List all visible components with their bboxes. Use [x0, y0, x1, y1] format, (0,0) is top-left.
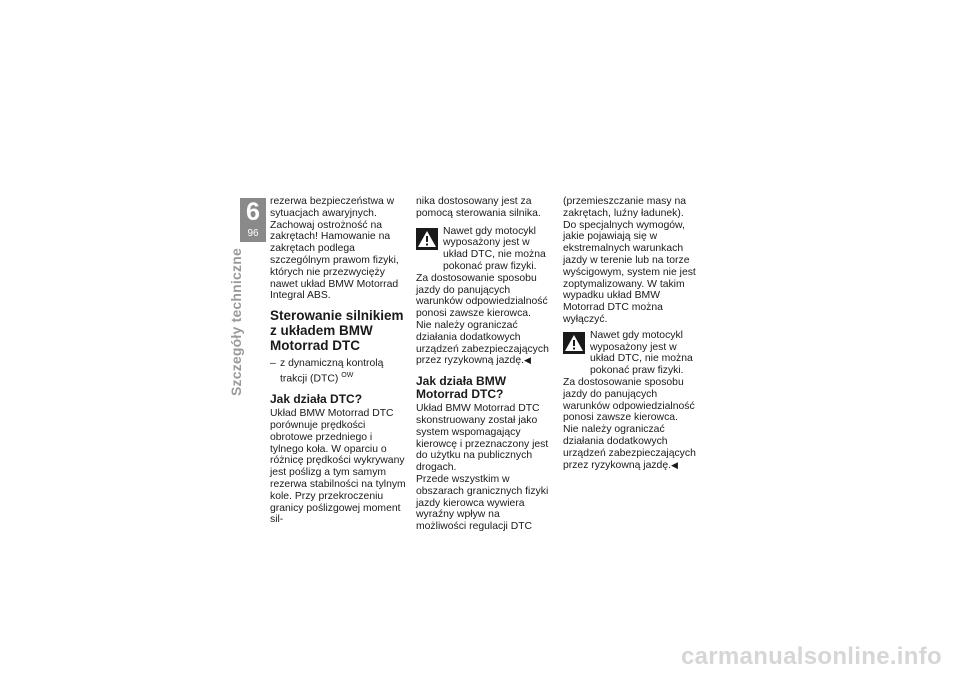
dash-bullet-icon: –	[270, 358, 276, 370]
page-number: 96	[247, 228, 259, 239]
warning-block	[416, 226, 552, 368]
section-title: Sterowanie silnikiem z układem BMW Motorrad DTC	[270, 308, 404, 354]
warning-triangle-icon	[563, 332, 585, 354]
paragraph: nika dostosowany jest za pomocą sterowania silnika.	[416, 196, 541, 219]
text-column-1	[270, 196, 406, 526]
text-column-2	[416, 196, 552, 533]
chapter-tab	[240, 198, 266, 242]
text-column-3	[563, 196, 699, 471]
chapter-number: 6	[246, 198, 260, 226]
warning-text: Nie należy ograniczać działania dodatkowych urządzeń zabezpieczających przez ryzykowną jazdę.◀	[563, 424, 696, 471]
paragraph: (przemieszczanie masy na zakrętach, luźny ładunek).	[563, 196, 686, 219]
end-mark-icon: ◀	[524, 355, 531, 366]
option-code: OW	[341, 371, 354, 379]
watermark: carmanualsonline.info	[680, 643, 942, 670]
subsection-title: Jak działa DTC?	[270, 392, 363, 407]
paragraph: Przede wszystkim w obszarach granicznych fizyki jazdy kierowca wywiera wyraźny wpływ na możliwości regulacji DTC	[416, 473, 549, 533]
subsection-title: Jak działa BMW Motorrad DTC?	[416, 374, 507, 402]
paragraph: rezerwa bezpieczeństwa w sytuacjach awaryjnych. Zachowaj ostrożność na zakrętach! Hamowanie na zakrętach podlega szczególnym prawom fizyki, których nie przezwycięży nawet układ BMW Motorrad Integral ABS.	[270, 196, 399, 302]
warning-text: Za dostosowanie sposobu jazdy do panujących warunków odpowiedzialność ponosi zawsze kierowca.	[563, 376, 695, 424]
warning-text: Nawet gdy motocykl wyposażony jest w układ DTC, nie można pokonać praw fizyki.	[590, 329, 693, 377]
paragraph: Do specjalnych wymogów, jakie pojawiają się w ekstremalnych warunkach jazdy w terenie lub na torze wyścigowym, system nie jest zoptymalizowany. W takim wypadku układ BMW Motorrad DTC można wyłączyć.	[563, 219, 696, 325]
warning-triangle-icon	[416, 228, 438, 250]
bullet-text: z dynamiczną kontrolą trakcji (DTC)	[280, 358, 384, 385]
bullet-item	[270, 358, 406, 385]
paragraph: Układ BMW Motorrad DTC porównuje prędkości obrotowe przedniego i tylnego koła. W oparciu o różnicę prędkości wykrywany jest poślizg a tym samym rezerwa stabilności na tylnym kole. Przy przekroczeniu granicy poślizgowej moment sil-	[270, 408, 406, 526]
warning-block	[563, 330, 699, 472]
warning-text: Za dostosowanie sposobu jazdy do panujących warunków odpowiedzialność ponosi zawsze kierowca.	[416, 272, 548, 320]
end-mark-icon: ◀	[671, 459, 678, 470]
warning-text: Nawet gdy motocykl wyposażony jest w układ DTC, nie można pokonać praw fizyki.	[443, 225, 546, 272]
warning-text: Nie należy ograniczać działania dodatkowych urządzeń zabezpieczających przez ryzykowną jazdę.◀	[416, 319, 549, 367]
paragraph: Układ BMW Motorrad DTC skonstruowany został jako system wspomagający kierowcę i przeznaczony jest do użytku na publicznych drogach.	[416, 403, 549, 474]
chapter-side-title: Szczegóły techniczne	[228, 248, 244, 396]
